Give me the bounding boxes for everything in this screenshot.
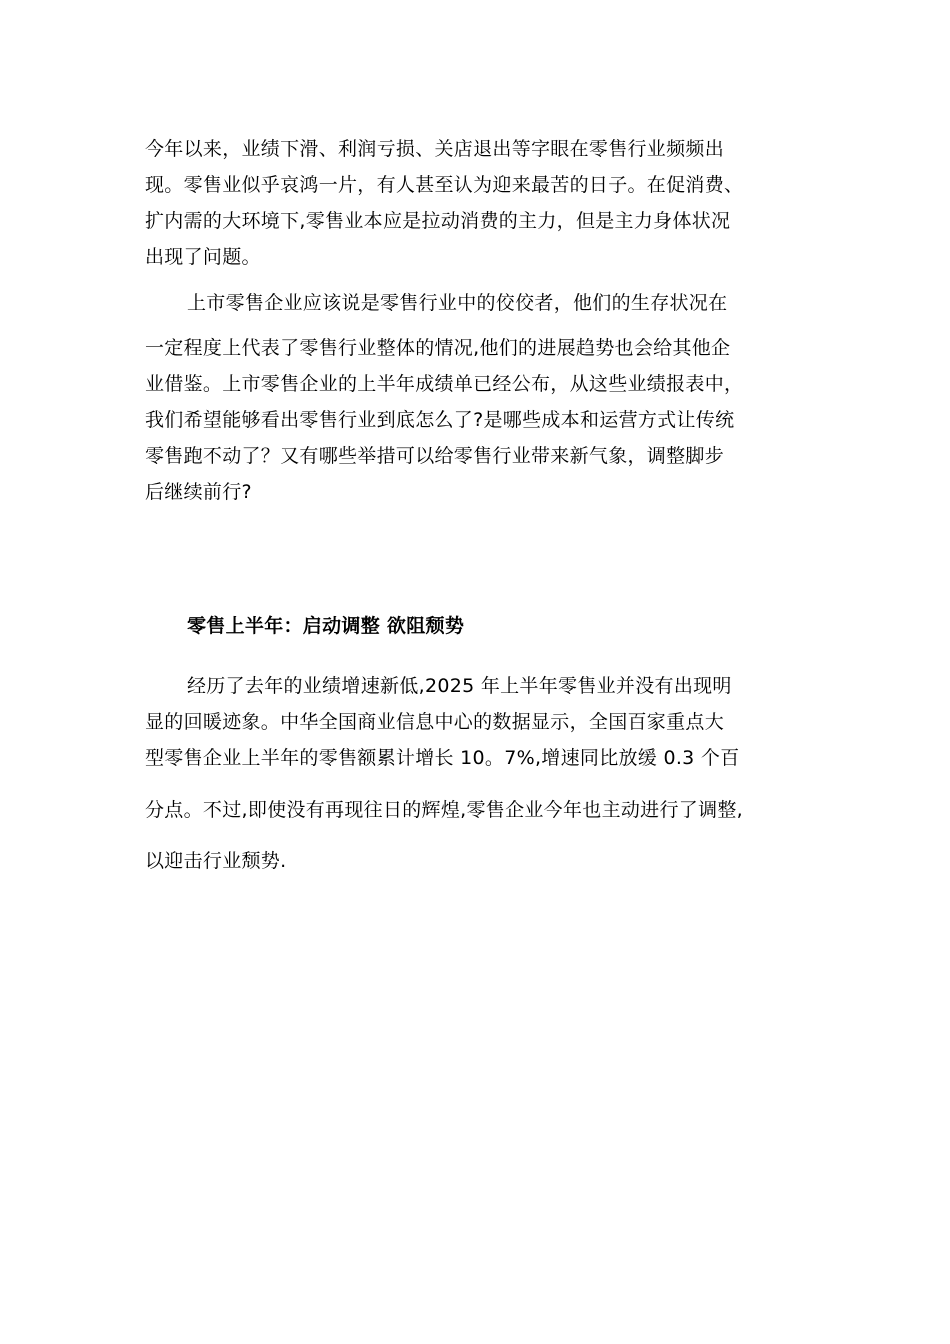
paragraph-line: 以迎击行业颓势. [145,850,287,872]
paragraph-line: 分点。不过,即使没有再现往日的辉煌,零售企业今年也主动进行了调整, [145,799,744,821]
paragraph-line: 型零售企业上半年的零售额累计增长 10。7%,增速同比放缓 0.3 个百 [145,747,740,769]
paragraph-line: 后继续前行? [145,481,252,503]
paragraph-line: 出现了问题。 [145,246,261,268]
paragraph-line: 经历了去年的业绩增速新低,2025 年上半年零售业并没有出现明 [187,675,732,697]
paragraph-line: 上市零售企业应该说是零售行业中的佼佼者，他们的生存状况在 [187,292,728,314]
paragraph-line: 零售跑不动了？又有哪些举措可以给零售行业带来新气象，调整脚步 [145,445,725,467]
paragraph-line: 今年以来，业绩下滑、利润亏损、关店退出等字眼在零售行业频频出 [145,138,725,160]
document-page [145,0,810,1344]
paragraph-line: 我们希望能够看出零售行业到底怎么了?是哪些成本和运营方式让传统 [145,409,735,431]
paragraph-line: 一定程度上代表了零售行业整体的情况,他们的进展趋势也会给其他企 [145,337,731,359]
paragraph-line: 业借鉴。上市零售企业的上半年成绩单已经公布，从这些业绩报表中， [145,373,744,395]
section-heading: 零售上半年：启动调整 欲阻颓势 [187,615,465,637]
paragraph-line: 扩内需的大环境下,零售业本应是拉动消费的主力，但是主力身体状况 [145,210,731,232]
paragraph-line: 现。零售业似乎哀鸿一片，有人甚至认为迎来最苦的日子。在促消费、 [145,174,744,196]
paragraph-line: 显的回暖迹象。中华全国商业信息中心的数据显示，全国百家重点大 [145,711,725,733]
